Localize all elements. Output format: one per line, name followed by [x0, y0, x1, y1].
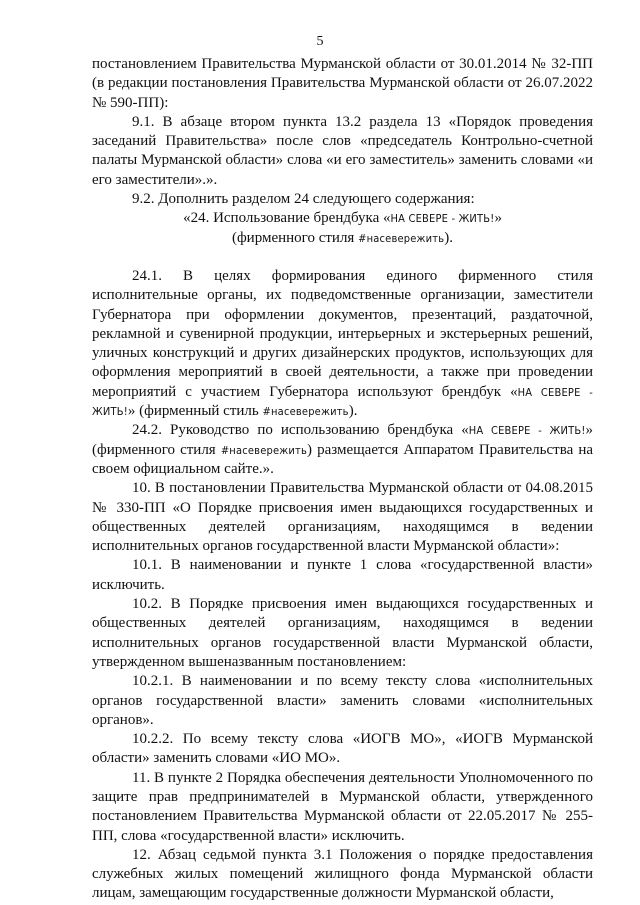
blank-line — [92, 248, 593, 267]
paragraph: 10. В постановлении Правительства Мурманской области от 04.08.2015 № 330-ПП «О Порядке присвоения имен выдающихся государственных и общественных деятелей организациям, находящимся в ведении исполнительных органов государственной власти Мурманской области»: — [92, 480, 593, 555]
paragraph: 10.2. В Порядке присвоения имен выдающихся государственных и общественных деятелей организациям, находящимся в ведении исполнительных органов государственной власти Мурманской области, утвержденном вышеназванным постановлением: — [92, 596, 593, 670]
heading-text: » — [494, 210, 502, 227]
paragraph: 10.2.2. По всему тексту слова «ИОГВ МО», «ИОГВ Мурманской области» заменить словами «ИО МО». — [92, 731, 593, 767]
paragraph: 10.1. В наименовании и пункте 1 слова «государственной власти» исключить. — [92, 557, 593, 593]
paragraph-text: ) размещается Аппаратом Правительства на своем официальном сайте.». — [92, 441, 594, 477]
paragraph: 9.1. В абзаце втором пункта 13.2 раздела 13 «Порядок проведения заседаний Правительства» после слов «председатель Контрольно-счетной палаты Мурманской области» слова «и его заместитель» заменить словами «и его заместители».». — [92, 113, 593, 188]
paragraph-text: 24.2. Руководство по использованию брендбука « — [132, 422, 469, 439]
paragraph-text: ). — [348, 403, 358, 420]
paragraph: 11. В пункте 2 Порядка обеспечения деятельности Уполномоченного по защите прав предпринимателей в Мурманской области, утвержденного постановлением Правительства Мурманской области от 22.05.2017 № 255-ПП, слова «государственной власти» исключить. — [92, 769, 593, 844]
page-number: 5 — [316, 34, 324, 49]
heading-text: (фирменного стиля — [231, 229, 359, 246]
paragraph: постановлением Правительства Мурманской области от 30.01.2014 № 32-ПП (в редакции постановления Правительства Мурманской области от 26.07.2022 № 590-ПП): — [92, 56, 593, 111]
section-subheading — [92, 229, 593, 248]
brand-hashtag: #насевережить — [220, 443, 308, 457]
paragraph — [92, 421, 593, 479]
paragraph-text: 24.1. В целях формирования единого фирменного стиля исполнительные органы, их подведомственные организации, заместители Губернатора при оформлении документов, презентаций, раздаточной, рекламной и сувенирной продукции, интерьерных и экстерьерных решений, уличных конструкций и других дизайнерских продуктов, использующих для оформления мероприятий в своей деятельности, а также при проведении мероприятий с участием Губернатора используют брендбук « — [92, 267, 593, 400]
brand-name: НА СЕВЕРЕ - ЖИТЬ! — [468, 424, 586, 438]
document-body — [92, 55, 593, 904]
brand-hashtag: #насевережить — [358, 231, 445, 245]
brand-name: НА СЕВЕРЕ - ЖИТЬ! — [92, 385, 593, 419]
brand-hashtag: #насевережить — [262, 405, 349, 419]
paragraph: 12. Абзац седьмой пункта 3.1 Положения о порядке предоставления служебных жилых помещений жилищного фонда Мурманской области лицам, замещающим государственные должности Мурманской области, — [92, 846, 593, 902]
paragraph: 10.2.1. В наименовании и по всему тексту слова «исполнительных органов государственной власти» заменить словами «исполнительных органов». — [92, 673, 593, 728]
brand-name: НА СЕВЕРЕ - ЖИТЬ! — [390, 212, 495, 226]
paragraph-text: » (фирменного стиля — [92, 422, 593, 458]
heading-text: ). — [444, 229, 454, 246]
paragraph-text: » (фирменный стиль — [127, 403, 263, 420]
heading-text: «24. Использование брендбука « — [183, 210, 391, 227]
paragraph: 9.2. Дополнить разделом 24 следующего содержания: — [132, 191, 475, 208]
paragraph — [92, 267, 593, 421]
section-heading — [92, 209, 593, 228]
